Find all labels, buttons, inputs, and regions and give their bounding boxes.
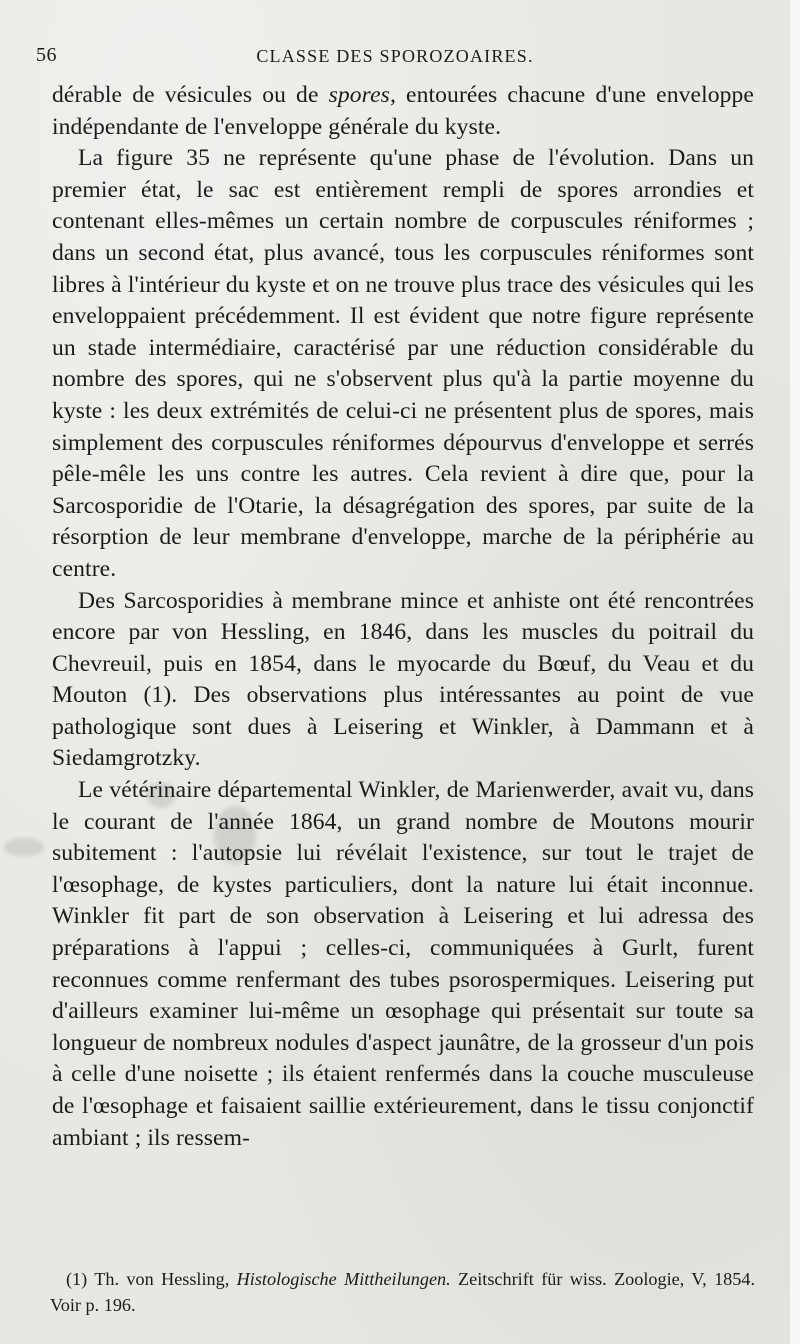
paragraph-3: Des Sarcosporidies à membrane mince et anhiste ont été rencontrées encore par von Hessling, en 1846, dans les muscles du poitrail du Chevreuil, puis en 1854, dans le myocarde du Bœuf, du Veau et du Mouton (1). Des observations plus intéressantes au point de vue pathologique sont dues à Leisering et Winkler, à Dammann et à Siedamgrotzky. bbox=[52, 587, 754, 772]
footnote bbox=[50, 1266, 755, 1318]
ink-smudge bbox=[214, 806, 256, 864]
ink-smudge bbox=[146, 782, 176, 808]
paragraph-1 bbox=[52, 80, 754, 143]
footnote-start: (1) Th. von Hessling, bbox=[66, 1269, 237, 1289]
paragraph-1-end: entourées chacune d'une enveloppe indépendante de l'enveloppe générale du kyste. bbox=[52, 82, 754, 140]
running-head: CLASSE DES SPOROZOAIRES. bbox=[256, 46, 534, 66]
footnote-italic-title: Histologische Mittheilungen. bbox=[236, 1269, 451, 1289]
body-text bbox=[52, 80, 754, 1154]
ink-smudge bbox=[4, 838, 44, 856]
page-header bbox=[0, 36, 790, 76]
paragraph-2: La figure 35 ne représente qu'une phase de l'évolution. Dans un premier état, le sac est entièrement rempli de spores arrondies et contenant elles-mêmes un certain nombre de corpuscules réniformes ; dans un second état, plus avancé, tous les corpuscules réniformes sont libres à l'intérieur du kyste et on ne trouve plus trace des vésicules qui les enveloppaient précédemment. Il est évident que notre figure représente un stade intermédiaire, caractérisé par une réduction considérable du nombre des spores, qui ne s'observent plus qu'à la partie moyenne du kyste : les deux extrémités de celui-ci ne présentent plus de spores, mais simplement des corpuscules réniformes dépourvus d'enveloppe et serrés pêle-mêle les uns contre les autres. Cela revient à dire que, pour la Sarcosporidie de l'Otarie, la désagrégation des spores, par suite de la résorption de leur membrane d'enveloppe, marche de la périphérie au centre. bbox=[52, 145, 754, 582]
page-number: 56 bbox=[36, 44, 57, 66]
paragraph-1-start: dérable de vésicules ou de bbox=[52, 82, 329, 108]
paragraph-4: Le vétérinaire départemental Winkler, de Marienwerder, avait vu, dans le courant de l'année 1864, un grand nombre de Moutons mourir subitement : l'autopsie lui révélait l'existence, sur tout le trajet de l'œsophage, de kystes particuliers, dont la nature lui était inconnue. Winkler fit part de son observation à Leisering et lui adressa des préparations à l'appui ; celles-ci, communiquées à Gurlt, furent reconnues comme renfermant des tubes psorospermiques. Leisering put d'ailleurs examiner lui-même un œsophage qui présentait sur toute sa longueur de nombreux nodules d'aspect jaunâtre, de la grosseur d'un pois à celle d'une noisette ; ils étaient renfermés dans la couche musculeuse de l'œsophage et faisaient saillie extérieurement, dans le tissu conjonctif ambiant ; ils ressem- bbox=[52, 777, 754, 1151]
paragraph-1-italic: spores, bbox=[328, 82, 396, 108]
footnote-end: Zeitschrift für wiss. Zoologie, V, 1854. Voir p. 196. bbox=[50, 1269, 755, 1315]
